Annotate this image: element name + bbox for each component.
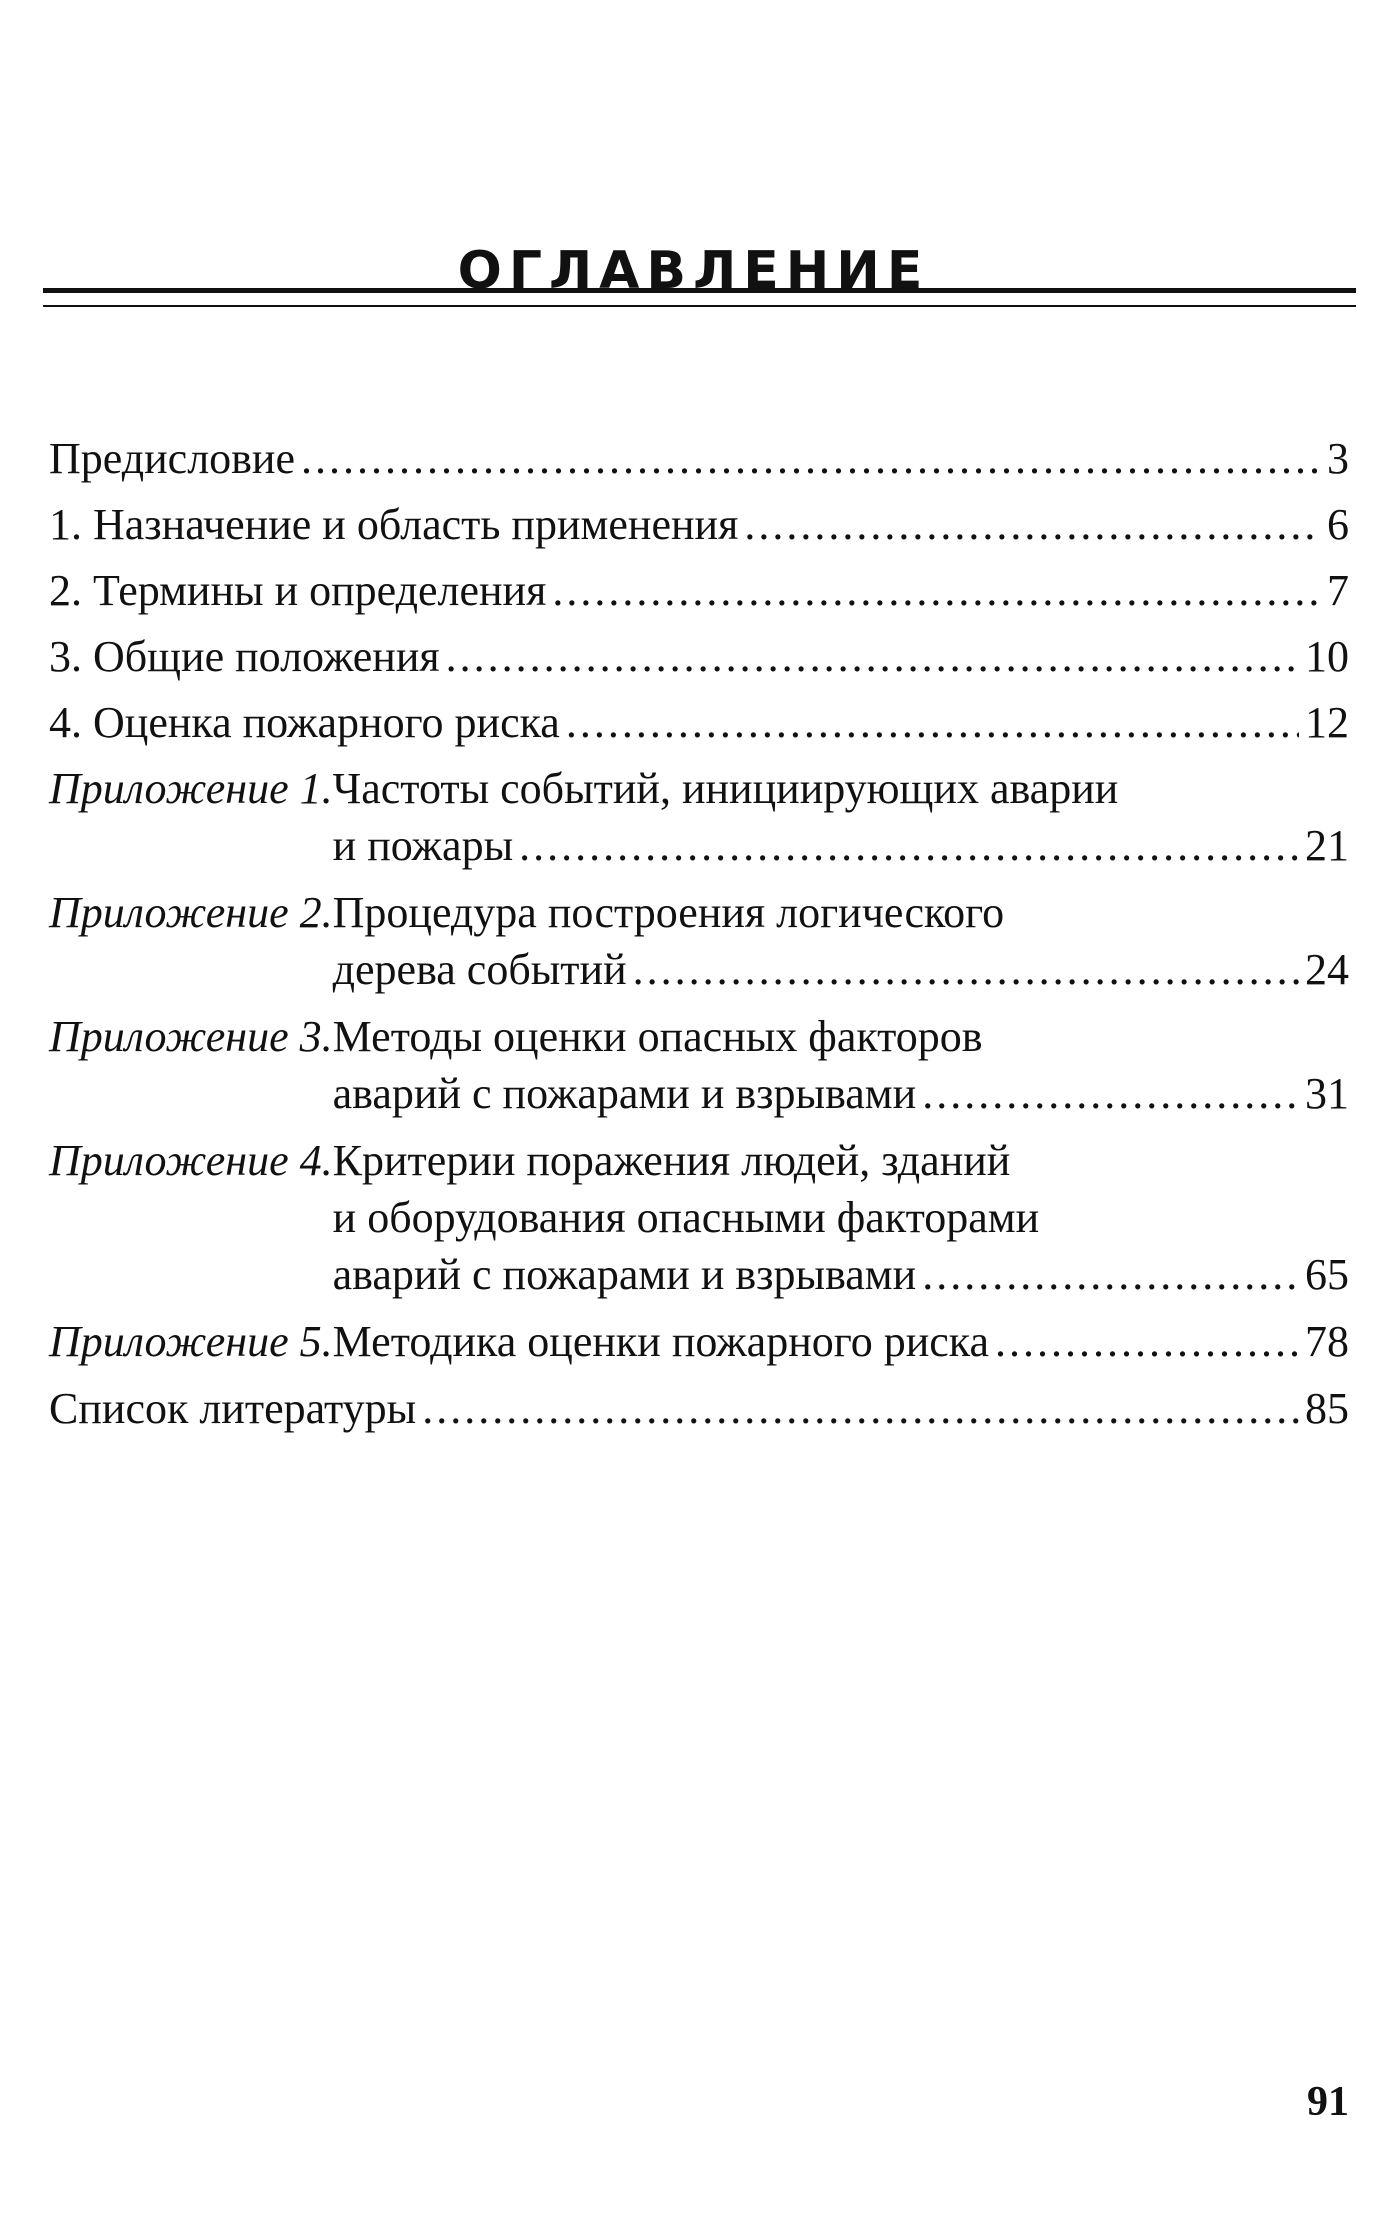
toc-page-number: 85 (1305, 1384, 1349, 1433)
toc-entry-section-2[interactable] (49, 562, 1349, 620)
toc-entry-appendix-5[interactable] (49, 1313, 1349, 1370)
toc-entry-preface[interactable] (49, 430, 1349, 488)
toc-page-number: 10 (1305, 632, 1349, 681)
dot-leader (922, 1065, 1299, 1122)
appendix-label: Приложение 5. (49, 1317, 333, 1366)
dot-leader (633, 941, 1299, 998)
toc-page-number: 3 (1327, 434, 1349, 483)
toc-entry-title-line: аварий с пожарами и взрывами (332, 1069, 917, 1118)
dot-leader (566, 694, 1299, 752)
page-folio-number: 91 (1307, 2079, 1349, 2125)
toc-entry-bibliography[interactable] (49, 1380, 1349, 1438)
toc-page-number: 6 (1327, 500, 1349, 549)
toc-entry-title: 4. Оценка пожарного риска (49, 698, 560, 747)
toc-page-number: 65 (1305, 1250, 1349, 1299)
toc-entry-appendix-1[interactable] (49, 760, 1349, 874)
appendix-label: Приложение 3. (49, 1012, 333, 1061)
title-double-rule (43, 288, 1356, 307)
dot-leader (422, 1380, 1299, 1438)
toc-entry-title-line: Процедура построения логического (332, 888, 1005, 937)
appendix-label: Приложение 1. (49, 764, 333, 813)
dot-leader (446, 628, 1299, 686)
appendix-label: Приложение 2. (49, 888, 333, 937)
toc-entry-title-line: дерева событий (332, 945, 627, 994)
toc-entry-appendix-4[interactable] (49, 1132, 1349, 1303)
toc-page-number: 31 (1305, 1069, 1349, 1118)
toc-entry-title-line: и оборудования опасными факторами (332, 1193, 1040, 1242)
dot-leader (301, 430, 1321, 488)
dot-leader (519, 817, 1299, 874)
dot-leader (744, 496, 1321, 554)
toc-entry-section-3[interactable] (49, 628, 1349, 686)
toc-entry-title: 3. Общие положения (49, 632, 440, 681)
toc-page-number: 78 (1305, 1317, 1349, 1366)
toc-entry-title: Предисловие (49, 434, 295, 483)
toc-page-number: 24 (1305, 945, 1349, 994)
toc-entry-title: Список литературы (49, 1384, 417, 1433)
toc-page-number: 12 (1305, 698, 1349, 747)
toc-page-number: 21 (1305, 821, 1349, 870)
toc-entry-appendix-3[interactable] (49, 1008, 1349, 1122)
toc-entry-title-line: Частоты событий, инициирующих аварии (332, 764, 1119, 813)
toc-entry-section-4[interactable] (49, 694, 1349, 752)
toc-entry-title-line: Методика оценки пожарного риска (332, 1317, 990, 1366)
toc-entry-title-line: Критерии поражения людей, зданий (332, 1136, 1011, 1185)
toc-entry-title-line: аварий с пожарами и взрывами (332, 1250, 917, 1299)
toc-page-number: 7 (1327, 566, 1349, 615)
table-of-contents (49, 430, 1349, 1446)
toc-entry-section-1[interactable] (49, 496, 1349, 554)
toc-entry-title: 1. Назначение и область применения (49, 500, 739, 549)
toc-entry-appendix-2[interactable] (49, 884, 1349, 998)
dot-leader (995, 1313, 1299, 1370)
dot-leader (552, 562, 1321, 620)
toc-entry-title-line: и пожары (332, 821, 514, 870)
appendix-label: Приложение 4. (49, 1136, 333, 1185)
dot-leader (922, 1246, 1299, 1303)
toc-entry-title: 2. Термины и определения (49, 566, 547, 615)
page-title: ОГЛАВЛЕНИЕ (457, 240, 930, 301)
toc-entry-title-line: Методы оценки опасных факторов (332, 1012, 983, 1061)
